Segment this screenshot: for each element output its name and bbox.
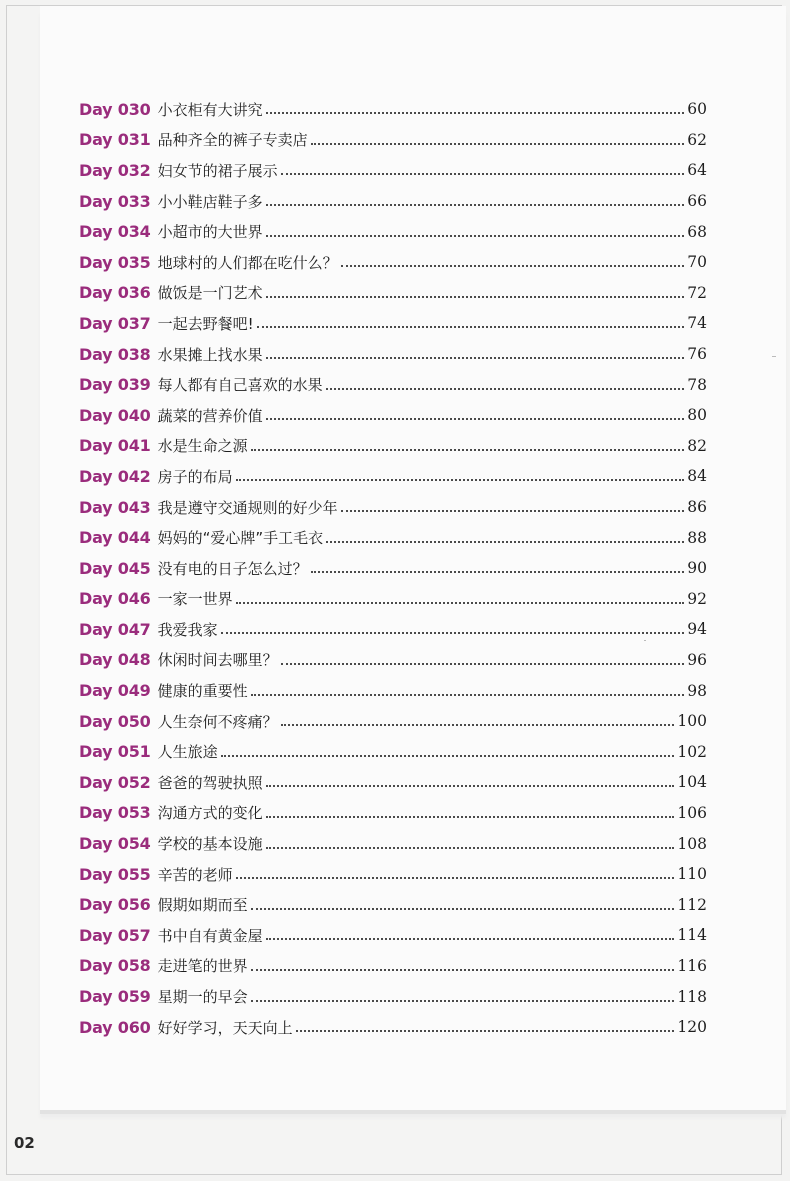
toc-day-label: Day 034 xyxy=(79,222,151,242)
toc-page-number: 108 xyxy=(677,834,707,853)
dot-leader xyxy=(266,847,675,849)
toc-title: 健康的重要性 xyxy=(157,682,248,701)
toc-title: 一家一世界 xyxy=(157,590,233,609)
toc-day-label: Day 057 xyxy=(79,925,151,945)
toc-title: 人生奈何不疼痛？ xyxy=(157,712,278,731)
toc-title: 妈妈的“爱心牌”手工毛衣 xyxy=(157,529,324,548)
toc-page-number: 96 xyxy=(687,650,707,669)
toc-entry xyxy=(79,369,707,400)
dot-leader xyxy=(266,204,685,206)
toc-entry xyxy=(79,767,707,798)
dot-leader xyxy=(221,755,675,757)
toc-title: 妇女节的裙子展示 xyxy=(157,161,278,180)
toc-day-label: Day 048 xyxy=(79,650,151,670)
toc-page-number: 110 xyxy=(677,865,707,884)
toc-entry xyxy=(79,125,707,156)
toc-day-label: Day 051 xyxy=(79,742,151,762)
dot-leader xyxy=(257,326,685,328)
toc-entry xyxy=(79,645,707,676)
toc-entry xyxy=(79,828,707,859)
toc-title: 品种齐全的裤子专卖店 xyxy=(157,131,308,150)
toc-page-number: 94 xyxy=(687,620,707,639)
toc-page-number: 116 xyxy=(677,956,707,975)
toc-title: 一起去野餐吧! xyxy=(157,314,254,333)
toc-day-label: Day 037 xyxy=(79,313,151,333)
toc-page-number: 112 xyxy=(677,895,707,914)
toc-page-number: 68 xyxy=(687,222,707,241)
toc-page-number: 82 xyxy=(687,436,707,455)
dot-leader xyxy=(266,785,675,787)
scan-speck xyxy=(772,356,776,357)
toc-title: 爸爸的驾驶执照 xyxy=(157,773,263,792)
toc-entry xyxy=(79,981,707,1012)
toc-title: 好好学习，天天向上 xyxy=(157,1018,293,1037)
toc-day-label: Day 050 xyxy=(79,711,151,731)
toc-page-number: 64 xyxy=(687,161,707,180)
dot-leader xyxy=(221,632,685,634)
toc-entry xyxy=(79,614,707,645)
toc-entry xyxy=(79,339,707,370)
toc-day-label: Day 046 xyxy=(79,589,151,609)
toc-entry xyxy=(79,798,707,829)
dot-leader xyxy=(251,969,675,971)
toc-entry xyxy=(79,400,707,431)
toc-page-number: 86 xyxy=(687,498,707,517)
toc-entry xyxy=(79,186,707,217)
toc-day-label: Day 059 xyxy=(79,987,151,1007)
toc-entry xyxy=(79,308,707,339)
toc-page-number: 120 xyxy=(677,1018,707,1037)
toc-title: 书中自有黄金屋 xyxy=(157,926,263,945)
toc-entry xyxy=(79,216,707,247)
toc-entry xyxy=(79,278,707,309)
toc-page-number: 114 xyxy=(677,926,707,945)
toc-title: 沟通方式的变化 xyxy=(157,804,263,823)
toc-title: 辛苦的老师 xyxy=(157,865,233,884)
toc-entry xyxy=(79,522,707,553)
toc-entry xyxy=(79,155,707,186)
toc-title: 学校的基本设施 xyxy=(157,835,263,854)
dot-leader xyxy=(266,112,685,114)
dot-leader xyxy=(266,357,685,359)
toc-page-number: 118 xyxy=(677,987,707,1006)
dot-leader xyxy=(266,816,675,818)
toc-page-number: 80 xyxy=(687,406,707,425)
toc-day-label: Day 042 xyxy=(79,466,151,486)
toc-entry xyxy=(79,706,707,737)
toc-entry xyxy=(79,584,707,615)
toc-page-number: 102 xyxy=(677,742,707,761)
dot-leader xyxy=(311,571,685,573)
toc-page-number: 70 xyxy=(687,253,707,272)
toc-entry xyxy=(79,736,707,767)
toc-title: 做饭是一门艺术 xyxy=(157,284,263,303)
toc-day-label: Day 060 xyxy=(79,1017,151,1037)
dot-leader xyxy=(251,908,675,910)
toc-page-number: 62 xyxy=(687,130,707,149)
toc-title: 每人都有自己喜欢的水果 xyxy=(157,376,323,395)
toc-entry xyxy=(79,553,707,584)
toc-day-label: Day 058 xyxy=(79,956,151,976)
dot-leader xyxy=(251,1000,675,1002)
toc-page-number: 72 xyxy=(687,283,707,302)
toc-page-number: 78 xyxy=(687,375,707,394)
toc-day-label: Day 045 xyxy=(79,558,151,578)
dot-leader xyxy=(251,449,685,451)
toc-title: 没有电的日子怎么过？ xyxy=(157,559,308,578)
toc-title: 我爱我家 xyxy=(157,620,218,639)
dot-leader xyxy=(326,541,684,543)
toc-title: 休闲时间去哪里？ xyxy=(157,651,278,670)
toc-entry xyxy=(79,247,707,278)
dot-leader xyxy=(266,938,675,940)
toc-page-number: 100 xyxy=(677,712,707,731)
dot-leader xyxy=(281,724,675,726)
toc-page-number: 60 xyxy=(687,100,707,119)
toc-title: 水果摊上找水果 xyxy=(157,345,263,364)
toc-page-number: 74 xyxy=(687,314,707,333)
toc-title: 水是生命之源 xyxy=(157,437,248,456)
dot-leader xyxy=(311,143,685,145)
toc-page-number: 66 xyxy=(687,192,707,211)
toc-day-label: Day 054 xyxy=(79,834,151,854)
toc-day-label: Day 039 xyxy=(79,375,151,395)
toc-day-label: Day 031 xyxy=(79,130,151,150)
toc-entry xyxy=(79,920,707,951)
toc-day-label: Day 038 xyxy=(79,344,151,364)
dot-leader xyxy=(236,602,685,604)
dot-leader xyxy=(341,265,685,267)
toc-entry xyxy=(79,431,707,462)
toc-day-label: Day 043 xyxy=(79,497,151,517)
toc-day-label: Day 030 xyxy=(79,99,151,119)
toc-day-label: Day 036 xyxy=(79,283,151,303)
toc-day-label: Day 044 xyxy=(79,528,151,548)
toc-entry xyxy=(79,461,707,492)
toc-entry xyxy=(79,951,707,982)
table-of-contents xyxy=(79,94,707,1042)
toc-title: 小衣柜有大讲究 xyxy=(157,100,263,119)
dot-leader xyxy=(341,510,685,512)
toc-day-label: Day 041 xyxy=(79,436,151,456)
dot-leader xyxy=(236,877,675,879)
toc-day-label: Day 053 xyxy=(79,803,151,823)
dot-leader xyxy=(281,173,685,175)
toc-title: 人生旅途 xyxy=(157,743,218,762)
toc-title: 房子的布局 xyxy=(157,467,233,486)
dot-leader xyxy=(296,1030,675,1032)
toc-page-number: 88 xyxy=(687,528,707,547)
dot-leader xyxy=(281,663,685,665)
toc-page-number: 76 xyxy=(687,345,707,364)
toc-page-number: 98 xyxy=(687,681,707,700)
toc-title: 我是遵守交通规则的好少年 xyxy=(157,498,338,517)
toc-page-number: 90 xyxy=(687,559,707,578)
toc-day-label: Day 055 xyxy=(79,864,151,884)
toc-page-number: 92 xyxy=(687,589,707,608)
toc-day-label: Day 035 xyxy=(79,252,151,272)
dot-leader xyxy=(266,296,685,298)
dot-leader xyxy=(326,388,685,390)
page-number: 02 xyxy=(14,1134,35,1152)
toc-title: 地球村的人们都在吃什么？ xyxy=(157,253,338,272)
toc-entry xyxy=(79,889,707,920)
toc-day-label: Day 032 xyxy=(79,160,151,180)
toc-entry xyxy=(79,1012,707,1043)
dot-leader xyxy=(236,479,685,481)
dot-leader xyxy=(266,235,685,237)
toc-day-label: Day 033 xyxy=(79,191,151,211)
toc-day-label: Day 040 xyxy=(79,405,151,425)
toc-title: 蔬菜的营养价值 xyxy=(157,406,263,425)
toc-entry xyxy=(79,492,707,523)
toc-title: 走进笔的世界 xyxy=(157,957,248,976)
toc-entry xyxy=(79,859,707,890)
toc-title: 星期一的早会 xyxy=(157,988,248,1007)
toc-day-label: Day 049 xyxy=(79,681,151,701)
toc-page-number: 104 xyxy=(677,773,707,792)
toc-title: 小小鞋店鞋子多 xyxy=(157,192,263,211)
toc-day-label: Day 056 xyxy=(79,895,151,915)
toc-title: 假期如期而至 xyxy=(157,896,248,915)
toc-page-number: 106 xyxy=(677,803,707,822)
toc-day-label: Day 047 xyxy=(79,619,151,639)
dot-leader xyxy=(251,694,685,696)
toc-day-label: Day 052 xyxy=(79,772,151,792)
toc-page-number: 84 xyxy=(687,467,707,486)
toc-entry xyxy=(79,675,707,706)
toc-title: 小超市的大世界 xyxy=(157,223,263,242)
toc-entry xyxy=(79,94,707,125)
dot-leader xyxy=(266,418,685,420)
